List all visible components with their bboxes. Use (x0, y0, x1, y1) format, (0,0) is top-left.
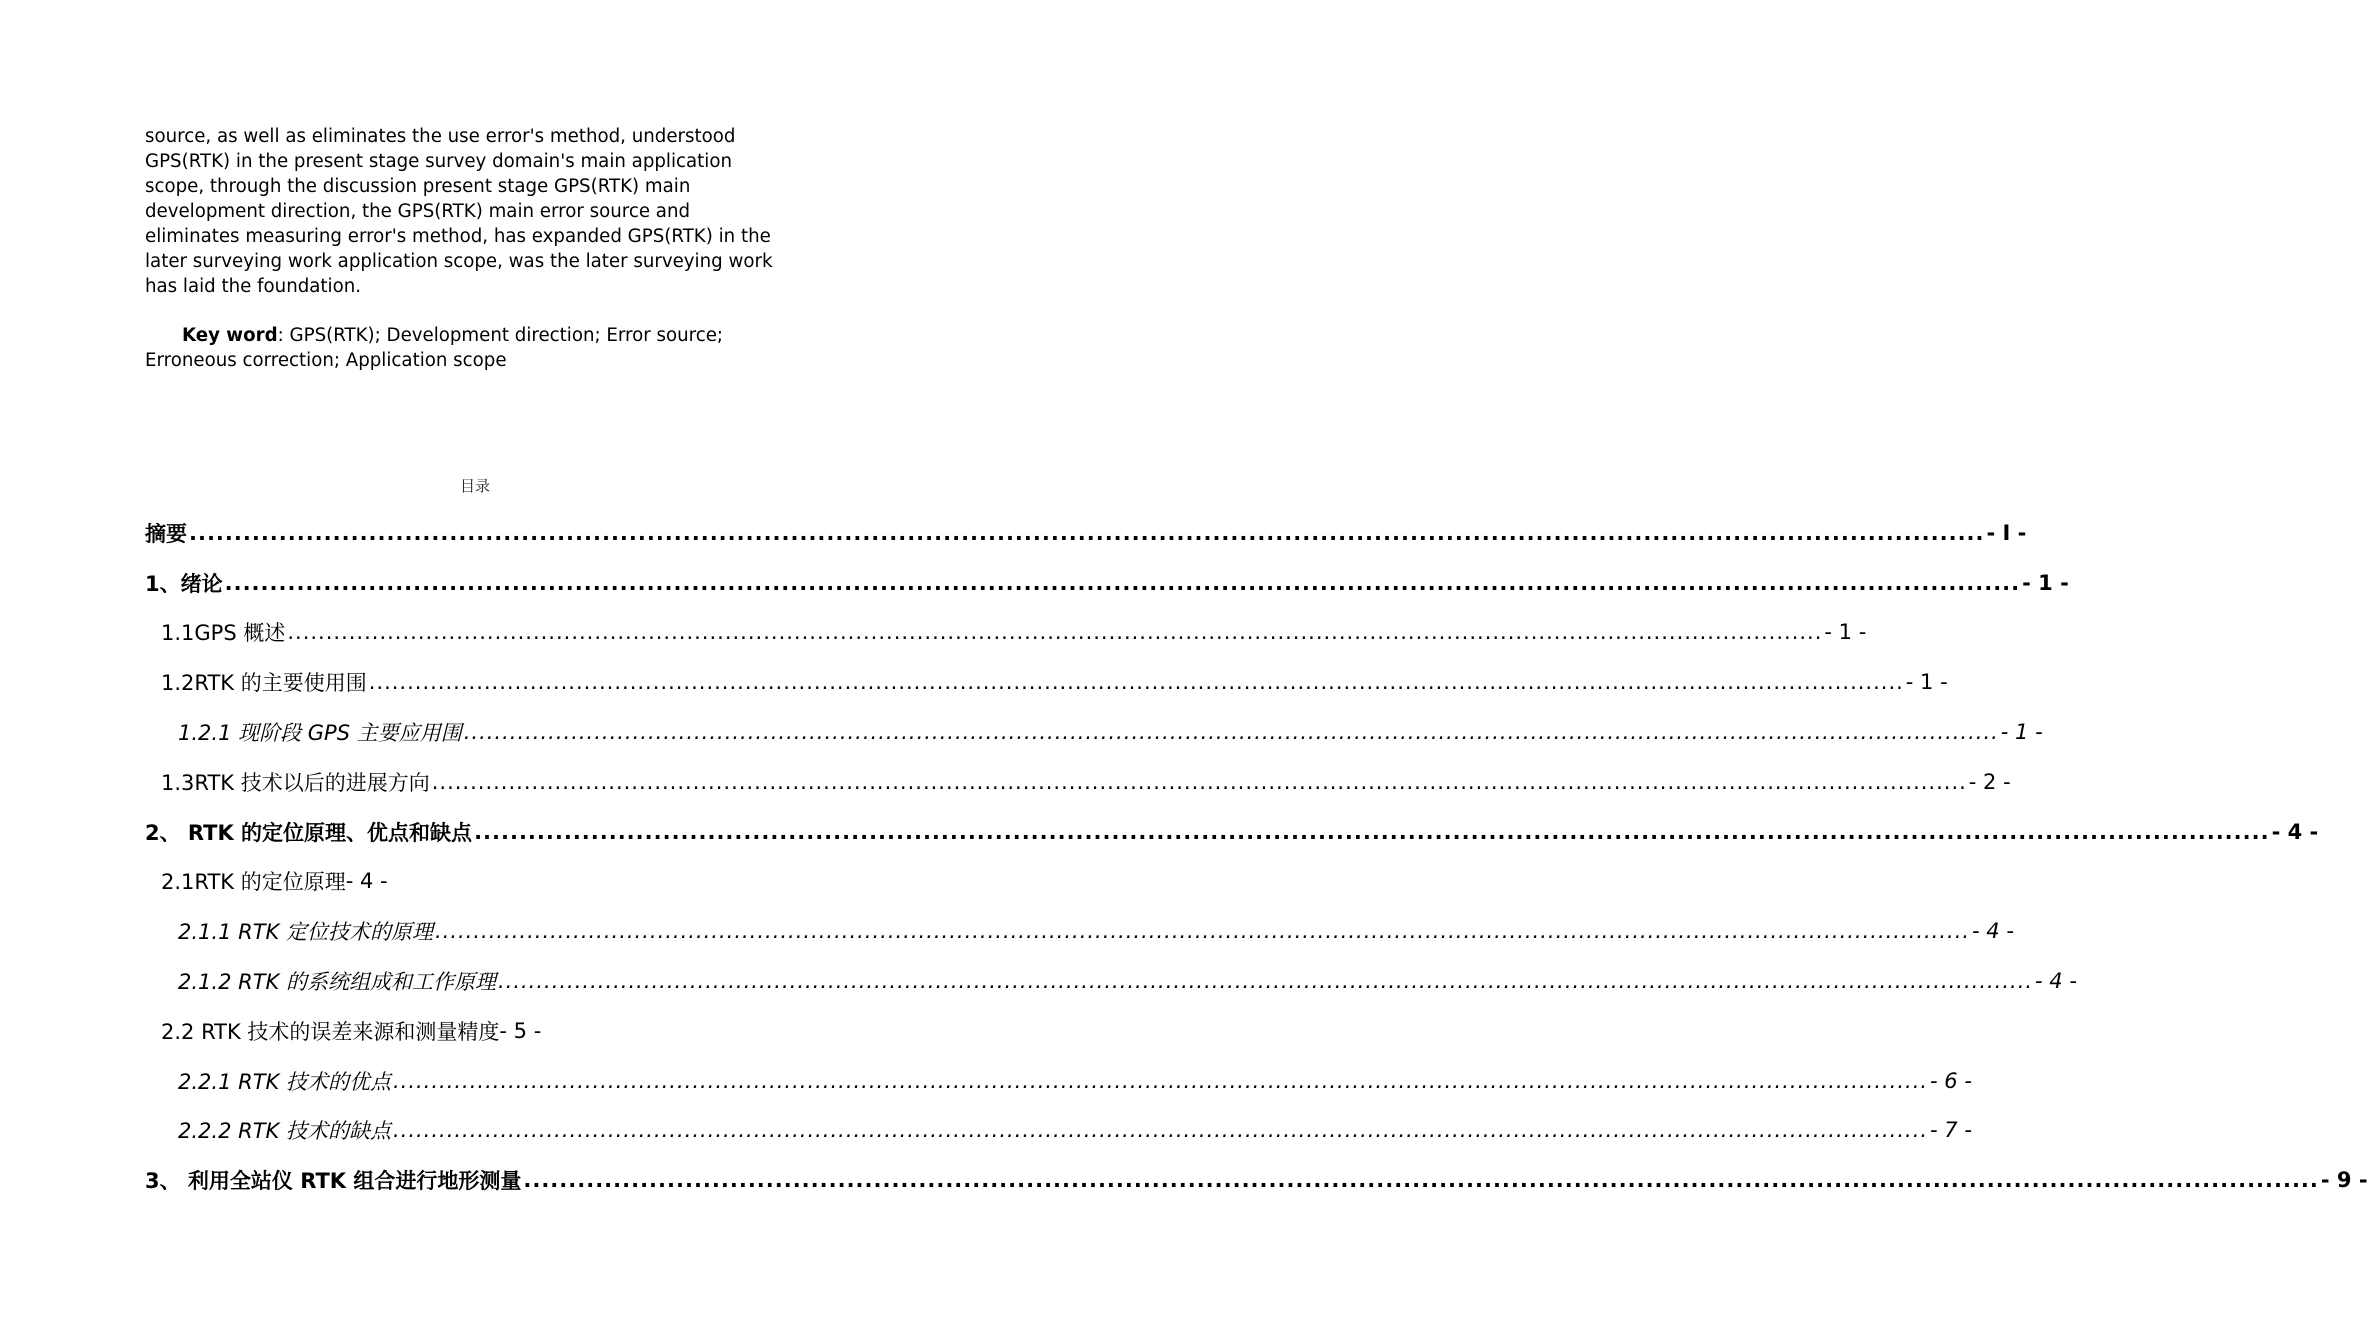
toc-leader-dots: ........................................................................................................................................................................................................ (434, 919, 1971, 944)
toc-entry-text: 2.2.1 RTK 技术的优点 (178, 1069, 391, 1094)
toc-leader-dots: ........................................................................................................................................................................................................ (523, 1168, 2319, 1193)
keywords-label: Key word (182, 325, 278, 346)
toc-entry-text: 2.1.2 RTK 的系统组成和工作原理 (178, 970, 496, 995)
toc-page-number: - 4 - (1972, 919, 2014, 944)
toc-entry-text: 1.3RTK 技术以后的进展方向 (161, 770, 430, 795)
abstract-line: development direction, the GPS(RTK) main error source and (145, 201, 691, 222)
toc-entry[interactable] (145, 1155, 2368, 1205)
toc-entry[interactable] (145, 657, 1948, 707)
toc-entry[interactable] (145, 707, 2043, 757)
toc-entry[interactable] (145, 956, 2077, 1006)
toc-entry[interactable] (145, 807, 2319, 857)
table-of-contents (145, 508, 2368, 1205)
keywords-paragraph (145, 323, 810, 373)
toc-page-number: - 5 - (499, 1018, 542, 1043)
toc-page-number: - 1 - (2022, 570, 2069, 595)
toc-page-number: - 1 - (2000, 720, 2043, 745)
toc-entry[interactable] (145, 906, 2014, 956)
abstract-line: has laid the foundation. (145, 276, 362, 297)
toc-page-number: - I - (1986, 520, 2027, 545)
toc-entry[interactable] (145, 757, 2011, 807)
toc-entry-text: 3、 利用全站仪 RTK 组合进行地形测量 (145, 1169, 522, 1194)
toc-page-number: - 4 - (2271, 819, 2319, 844)
toc-page-number: - 4 - (2035, 969, 2077, 994)
toc-entry[interactable] (145, 558, 2069, 608)
toc-entry[interactable] (145, 608, 1867, 658)
toc-leader-dots: ........................................................................................................................................................................................................ (474, 819, 2270, 844)
toc-entry-text: 2.2 RTK 技术的误差来源和测量精度 (161, 1019, 500, 1044)
toc-leader-dots: ........................................................................................................................................................................................................ (497, 969, 2034, 994)
toc-entry[interactable] (145, 1056, 1972, 1106)
toc-entry-text: 1.1GPS 概述 (161, 621, 286, 646)
abstract-line: later surveying work application scope, was the later surveying work (145, 251, 773, 272)
toc-leader-dots: ........................................................................................................................................................................................................ (224, 570, 2021, 595)
toc-entry[interactable] (145, 508, 2027, 558)
abstract-line: GPS(RTK) in the present stage survey domain's main application (145, 151, 732, 172)
abstract-line: eliminates measuring error's method, has expanded GPS(RTK) in the (145, 226, 771, 247)
keywords-list: : GPS(RTK); Development direction; Error source; (277, 325, 724, 346)
abstract-line: scope, through the discussion present stage GPS(RTK) main (145, 176, 691, 197)
toc-page-number: - 2 - (1968, 769, 2011, 794)
toc-entry[interactable] (145, 857, 805, 907)
toc-leader-dots: ........................................................................................................................................................................................................ (431, 769, 1967, 794)
toc-leader-dots: ........................................................................................................................................................................................................ (463, 720, 1999, 745)
toc-page-number: - 1 - (1824, 620, 1867, 645)
toc-entry-text: 1.2RTK 的主要使用围 (161, 671, 367, 696)
keywords-list-continued: Erroneous correction; Application scope (145, 350, 507, 371)
toc-page-number: - 4 - (345, 869, 388, 894)
toc-page-number: - 7 - (1930, 1118, 1972, 1143)
toc-leader-dots: ........................................................................................................................................................................................................ (368, 670, 1904, 695)
toc-entry-text: 2.1.1 RTK 定位技术的原理 (178, 920, 433, 945)
toc-entry-text: 2.2.2 RTK 技术的缺点 (178, 1119, 391, 1144)
toc-entry-text: 2.1RTK 的定位原理 (161, 870, 346, 895)
toc-entry-text: 2、 RTK 的定位原理、优点和缺点 (145, 820, 473, 845)
toc-page-number: - 1 - (1905, 670, 1948, 695)
toc-entry-text: 1.2.1 现阶段 GPS 主要应用围 (178, 721, 462, 746)
abstract-paragraph (145, 124, 810, 299)
toc-leader-dots: ........................................................................................................................................................................................................ (392, 1118, 1929, 1143)
toc-page-number: - 6 - (1930, 1068, 1972, 1093)
abstract-line: source, as well as eliminates the use error's method, understood (145, 126, 736, 147)
toc-leader-dots: ........................................................................................................................................................................................................ (287, 620, 1823, 645)
toc-leader-dots: ........................................................................................................................................................................................................ (392, 1068, 1929, 1093)
toc-page-number: - 9 - (2320, 1168, 2368, 1193)
toc-entry-text: 1、绪论 (145, 571, 223, 596)
toc-entry[interactable] (145, 1006, 805, 1056)
toc-title: 目录 (459, 477, 490, 495)
toc-leader-dots: ........................................................................................................................................................................................................ (189, 520, 1985, 545)
toc-entry-text: 摘要 (145, 521, 187, 546)
toc-entry[interactable] (145, 1106, 1972, 1156)
